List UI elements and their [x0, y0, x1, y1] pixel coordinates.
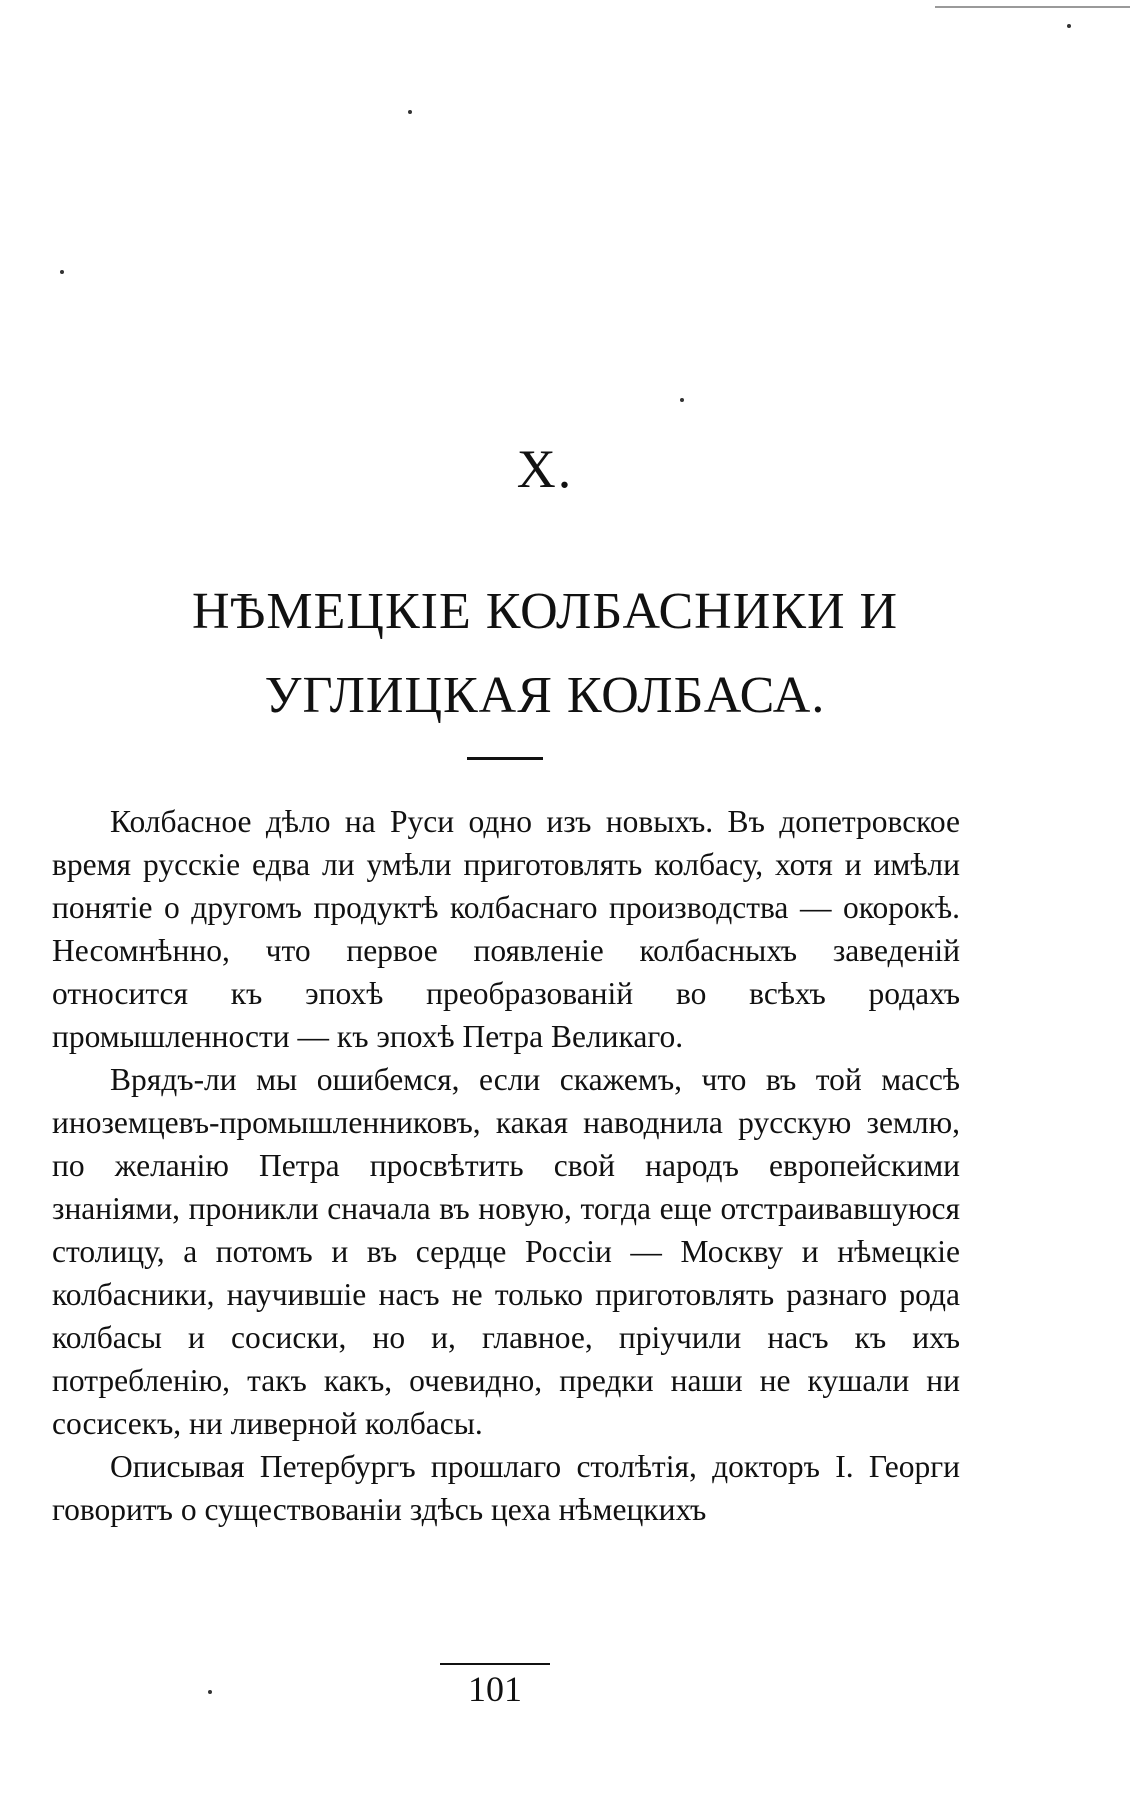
title-separator-rule: [467, 757, 543, 760]
scan-speck: [60, 270, 64, 274]
scan-speck: [680, 398, 684, 402]
chapter-number: X.: [516, 439, 574, 499]
scan-speck: [1067, 24, 1071, 28]
paragraph: Колбасное дѣло на Руси одно изъ новыхъ. Въ допетровское время русскіе едва ли умѣли приготовлять колбасу, хотя и имѣли понятіе о другомъ продуктѣ колбаснаго производства — окорокѣ. Несомнѣнно, что первое появленіе колбасныхъ заведеній относится къ эпохѣ преобразованій во всѣхъ родахъ промышленности — къ эпохѣ Петра Великаго.: [52, 804, 960, 1054]
page-number: 101: [468, 1669, 522, 1709]
scan-edge-rule: [935, 6, 1130, 8]
body-text: [52, 800, 960, 1531]
footer-rule: [440, 1663, 550, 1665]
paragraph: Описывая Петербургъ прошлаго столѣтія, докторъ І. Георги говоритъ о существованіи здѣсь цеха нѣмецкихъ: [52, 1449, 960, 1527]
scan-speck: [208, 1690, 212, 1694]
chapter-title: [100, 570, 990, 738]
paragraph: Врядъ-ли мы ошибемся, если скажемъ, что въ той массѣ иноземцевъ-промышленниковъ, какая наводнила русскую землю, по желанію Петра просвѣтить свой народъ европейскими знаніями, проникли сначала въ новую, тогда еще отстраивавшуюся столицу, а потомъ и въ сердце Россіи — Москву и нѣмецкіе колбасники, научившіе насъ не только приготовлять разнаго рода колбасы и сосиски, но и, главное, пріучили насъ къ ихъ потребленію, такъ какъ, очевидно, предки наши не кушали ни сосисекъ, ни ливерной колбасы.: [52, 1062, 960, 1441]
chapter-title-line-1: НѢМЕЦКІЕ КОЛБАСНИКИ И: [191, 583, 899, 640]
chapter-title-line-2: УГЛИЦКАЯ КОЛБАСА.: [264, 667, 826, 724]
scan-speck: [408, 110, 412, 114]
